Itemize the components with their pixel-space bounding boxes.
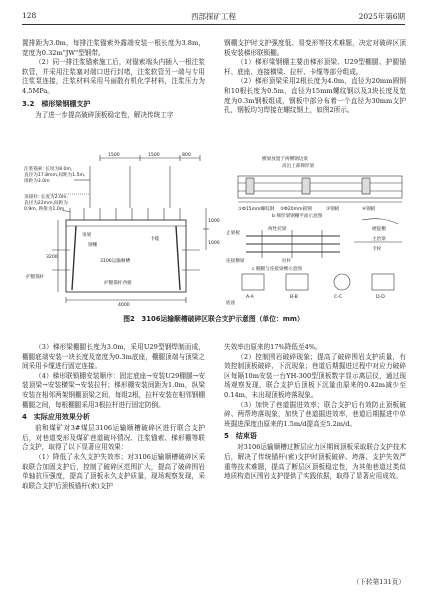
label-plan-caption: b 梯形梁钢棚平面示意图 [272, 214, 323, 219]
issue-label: 2025年第6期 [358, 12, 405, 21]
label-round: ②Φ20mm圆钢 [280, 207, 312, 212]
section-heading: 3.2 梯形梁钢棚支护 [22, 99, 91, 108]
dim-top-2: 1500 [148, 153, 160, 158]
header-rule [22, 24, 405, 25]
paragraph: （4）梯形联锁棚安装顺序：固定底座→安装U29棚腿→安装顶梁→安装横梁→安装拉杆；梯形棚安装间距为1.0m，纵梁安装在相邻两架钢棚顶梁之间，每组2根，拉杆安装在相邻钢棚棚腿之间，每根棚腿采用3根拉杆进行固定防倒。 [22, 371, 205, 409]
label-stretch: 连接横梁 [226, 259, 245, 264]
paragraph: 前和煤矿对3#煤层3106运输顺槽破碎区进行联合支护后，对巷道变形及煤矿巷道破坏情况、注浆锚索、梯形棚等联合支护，取得了以下显著应用效果： [22, 424, 205, 452]
label-rod: 拉杆 [282, 259, 292, 264]
label-mid-caption: c 棚腿与连接梁侧示意图 [252, 267, 302, 272]
anchor-label-2: 直径为17.8mm,间距为1.5m, [24, 173, 86, 178]
paragraph: （1）降低了永久支护失效率；对3106运输顺槽破碎区采取联合加固支护后，控制了破碎区范围扩大，提高了破碎围岩单轴抗压强度，提高了顶板永久支护质量，现场观察发现，采取联合支护后顶板锚杆(索)支护 [22, 452, 205, 490]
label-plate: ③钢板 [326, 207, 340, 212]
section-heading: 4 实际应用效果分析 [22, 413, 90, 422]
label-stop-beam: 止梁板 [226, 231, 240, 236]
anchor-label-3: 排距为3.0m [24, 179, 50, 184]
label-leg-bolt: 护腿锚杆 [26, 275, 45, 280]
paragraph: （3）加快了巷道掘进效率；联合支护后有效防止顶板破碎、两帮垮落现象，加快了巷道掘进效率，巷道后期掘进中单班掘进深度由原来的1.5m/d提高至5.2m/d。 [224, 400, 406, 428]
dim-right-1: 1000 [208, 219, 220, 224]
continued-note: （下转第131页） [352, 578, 405, 586]
figure-caption: 图2 3106运输顺槽破碎区联合支护示意图（单位：mm） [123, 315, 304, 323]
page-number: 128 [22, 11, 37, 20]
label-section-aa: A-A [246, 295, 254, 300]
paragraph: （2）控制围岩破碎现象；提高了破碎围岩支护质量，有效控制顶板破碎、下沉现象；巷道后期掘进过程中对应力破碎区每隔10m安装一台YH-300型顶板数字显示离层仪，通过现场观察发现，联合支护后顶板下沉量由原来的0.42m减少至0.14m，未出现顶板垮落现象。 [224, 352, 406, 399]
dim-top-3: 800 [182, 153, 191, 158]
rockbolt-label-3: 0.9m, 距排为1.0m [24, 207, 65, 212]
page-header [22, 11, 405, 23]
dim-top-1: 1500 [108, 153, 120, 158]
label-cable-clamp: 卡缆 [150, 237, 160, 242]
label-beam-title: 横梁放置于两侧钢边梁 [262, 157, 308, 162]
dim-right-2: 1000 [208, 241, 220, 246]
left-column-bottom [22, 343, 205, 491]
paragraph: （2）同一排注浆锚索施工后，对锚索端头内插入一根注浆软管，并采用注浆塞对端口进行封堵，注浆软管另一端与专用注浆泵连接，注浆材料采用马丽散有机化学材料，注浆压力为4.5MPa。 [22, 58, 205, 95]
dim-bottom: 4000 [118, 303, 130, 308]
left-column-top [22, 39, 205, 120]
rockbolt-label-2: 直径为22mm,间距为 [24, 201, 68, 206]
label-edge-beam: 两性托梁 [268, 227, 287, 232]
label-leg: 卡栓 [372, 247, 382, 252]
right-column-bottom [224, 343, 406, 482]
paragraph: （2）梯形顶梁采用2根长度为4.0m，直径为20mm圆钢和10根长度为0.5m，直径为15mm螺纹钢以及3块长度及宽度为0.3m钢板组成，钢板中部分布着一个直径为30mm支护孔，钢板均匀焊接在螺纹钢上，如图2所示。 [224, 77, 406, 115]
label-top-beam: 顶梁 [82, 233, 92, 238]
paragraph: 钢棚支护时支护强度低、易变形等技术难题，决定对破碎区顶板安装梯形联锁棚。 [224, 39, 406, 57]
paragraph: （3）梯形梁棚腿长度为3.0m，采用U29型钢焊制而成，棚腿底端安装一块长度及宽度为0.3m底座，棚腿顶端与顶梁之间采用卡缆进行固定连接。 [22, 343, 205, 371]
anchor-label-1: 注浆锚索: 长度为8.0m， [24, 167, 76, 172]
paragraph: 置排距为3.0m，每排注浆锚索外露端安装一根长度为3.8m，宽度为0.32m"JW"型钢带。 [22, 39, 205, 57]
figure-cross-section [22, 150, 220, 308]
rockbolt-label-1: 顶锚杆: 长度为2.0m, [24, 195, 68, 200]
label-shed-top: 硬提棚 [372, 227, 386, 232]
label-steel-shed: 钢棚 [88, 243, 98, 248]
paragraph: 为了进一步提高破碎顶板稳定性，解决传统工字 [35, 110, 174, 119]
label-roadway: 3106运输顺槽 [100, 259, 131, 264]
right-column-top [224, 39, 406, 116]
paragraph: （1）梯形梁钢棚主要由梯形顶梁、U29型棚腿、护腿锚杆、底座、连接横梁、拉杆、卡缆等部分组成。 [224, 58, 406, 76]
label-leg-bolt-2: 护腿锚杆西板 [104, 281, 132, 286]
label-section-cc: C-C [334, 295, 343, 300]
label-section-dd: D-D [376, 295, 385, 300]
journal-title: 西部探矿工程 [191, 12, 236, 21]
label-floor: 底座 [226, 301, 236, 306]
figure-plan-view [222, 150, 407, 307]
label-beam-sub: 高出上部梯形梁 [282, 164, 315, 169]
paragraph: 失效率由原来的17%降低至4%。 [224, 343, 322, 351]
section-heading: 5 结束语 [224, 432, 257, 441]
paragraph: 对3106运输顺槽过断层应力区期间顶板采取联合支护技术后，解决了传统锚杆(索)支护时顶板破碎、垮落、支护失效严重等技术难题，提高了断层区顶板稳定性，为其他巷道过类似地质构造区围岩支护提供了实践依据，取得了显著应用成效。 [224, 443, 406, 481]
label-main-beam: 主治梁 [372, 237, 386, 242]
label-section-bb: B-B [290, 295, 298, 300]
label-plate-2: ④钢板 [362, 207, 376, 212]
dim-left: 3200 [46, 255, 58, 260]
label-bar: ①Φ15mm螺纹钢 [238, 207, 275, 212]
